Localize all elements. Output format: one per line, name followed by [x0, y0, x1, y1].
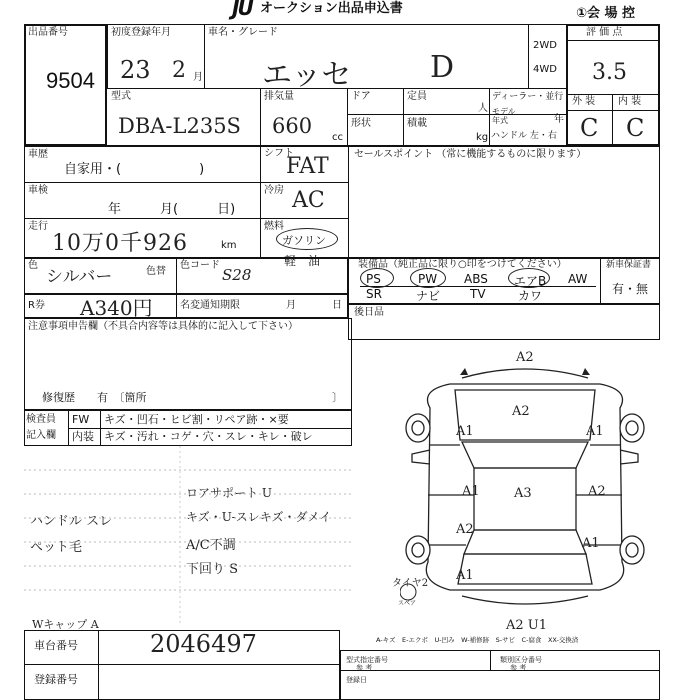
- note-handle: ハンドル スレ: [30, 514, 113, 529]
- chassis-number: 2046497: [150, 630, 257, 658]
- year-unit: 年: [554, 114, 564, 125]
- lot-number: 9504: [46, 68, 95, 93]
- color-value: シルバー: [46, 267, 113, 287]
- notes-label: 注意事項申告欄（不具合内容等は具体的に記入して下さい）: [28, 321, 298, 332]
- model-label: 型式: [111, 91, 131, 102]
- lot-number-label: 出品番号: [28, 27, 68, 38]
- score-label: 評 価 点: [586, 27, 623, 38]
- note-pet-hair: ペット毛: [30, 540, 83, 555]
- equip-ps-circle: [360, 268, 394, 288]
- fuel-gasoline: ガソリン: [282, 234, 326, 247]
- note-scratches: キズ・U-スレキズ・ダメイ: [186, 510, 332, 524]
- note-wheel-cap: Wキャップ A: [32, 618, 99, 631]
- recycle-value: A340円: [80, 296, 153, 320]
- damage-legend: A-キズ E-エクボ U-凹み W-補修跡 S-サビ C-腐食 XX-交換済: [376, 636, 579, 644]
- repair-history-label: 修復歴 有 〔箇所: [42, 391, 147, 404]
- inspector-int-legend: キズ・汚れ・コゲ・穴・スレ・キレ・破レ: [104, 430, 313, 443]
- fuel-gasoline-circle: [276, 228, 338, 250]
- drive-2wd: 2WD: [533, 40, 557, 51]
- score: 3.5: [592, 60, 627, 85]
- inspector-ext-legend: キズ・凹石・ヒビ割・リペア跡・×要: [104, 413, 289, 426]
- recycle-label: R券: [28, 300, 45, 311]
- inspector-label-1: 検査員: [26, 414, 56, 425]
- door-label: ドア: [351, 91, 371, 102]
- equip-sr: SR: [366, 287, 382, 301]
- usage-label: 車歴: [28, 149, 48, 160]
- mark-roof: A3: [514, 486, 532, 501]
- month-unit: 月: [193, 72, 203, 83]
- note-lower-support: ロアサポート U: [186, 486, 272, 500]
- first-registration-label: 初度登録年月: [111, 27, 171, 38]
- category-ref: 参 考: [510, 664, 527, 672]
- shift-label: シフト: [264, 148, 294, 159]
- load-unit: kg: [476, 132, 489, 143]
- note-ac: A/C不調: [186, 538, 236, 553]
- fuel-label: 燃料: [264, 221, 284, 232]
- equip-aw: AW: [568, 272, 588, 286]
- venue-copy-label: ①会 場 控: [576, 6, 636, 21]
- color-code: S28: [222, 266, 252, 284]
- model-designation-ref: 参 考: [356, 664, 373, 672]
- delivery-frame: [348, 304, 660, 340]
- warranty-label: 新車保証書: [606, 260, 652, 270]
- note-underbody: 下回り S: [186, 562, 239, 577]
- car-grade: D: [430, 50, 455, 85]
- capacity-label: 定員: [407, 91, 427, 102]
- inspection-label: 車検: [28, 185, 48, 196]
- sales-point-label: セールスポイント （常に機能するものに限ります）: [354, 149, 587, 160]
- inspector-label-2: 記入欄: [26, 430, 56, 441]
- color-label: 色: [28, 260, 38, 271]
- handle-label: ハンドル 左・右: [491, 131, 557, 141]
- color-change-label: 色替: [146, 266, 166, 277]
- ac-label: 冷房: [264, 185, 284, 196]
- logo: JU: [232, 0, 252, 20]
- equip-abs: ABS: [464, 272, 488, 286]
- registration-date-label: 登録日: [346, 676, 367, 684]
- equip-pw: PW: [418, 272, 438, 286]
- interior-grade: C: [626, 114, 645, 142]
- mark-top: A2: [516, 350, 534, 365]
- exterior-grade: C: [580, 114, 599, 142]
- cc-unit: cc: [332, 132, 343, 143]
- displacement-label: 排気量: [264, 91, 294, 102]
- equip-airbag: エアB: [514, 274, 547, 288]
- mileage-unit: km: [221, 240, 237, 251]
- usage-value: 自家用・( ): [64, 162, 205, 177]
- equip-airbag-circle: [508, 268, 550, 288]
- mark-right-rear: A1: [582, 536, 600, 551]
- category-label: 類別区分番号: [500, 656, 542, 664]
- mileage-value: 10万0千926: [52, 231, 188, 256]
- name-change-day: 日: [332, 300, 342, 311]
- car-name-label: 車名・グレード: [208, 27, 278, 38]
- mark-left-front-door: A1: [462, 484, 480, 499]
- form-title: オークション出品申込書: [260, 1, 403, 16]
- mileage-label: 走行: [28, 221, 48, 232]
- model-year-label: モデル年式: [492, 107, 516, 125]
- dealer-parallel: ディーラー・並行: [492, 92, 564, 102]
- equip-navi: ナビ: [416, 289, 441, 303]
- mark-spare-label: スペア: [398, 600, 417, 607]
- mark-left-front-fender: A1: [456, 424, 474, 439]
- inspection-value: 年 月( 日): [108, 202, 236, 217]
- car-name: エッセ: [262, 58, 352, 93]
- warranty-value: 有・無: [612, 282, 649, 296]
- capacity-unit: 人: [478, 103, 488, 114]
- chassis-label: 車台番号: [34, 639, 78, 652]
- color-code-label: 色コード: [180, 260, 220, 271]
- equipment-label: 装備品（純正品に限り○印をつけてください）: [358, 259, 567, 270]
- repair-history-close: 〕: [332, 391, 343, 404]
- mark-right-front-fender: A1: [586, 424, 604, 439]
- shape-label: 形状: [351, 118, 371, 129]
- interior-label: 内 装: [618, 96, 642, 107]
- delivery-label: 後日品: [354, 307, 384, 318]
- name-change-label: 名変通知期限: [180, 300, 240, 311]
- notes-lines: [24, 446, 352, 626]
- mark-spare: タイヤ2: [392, 578, 429, 589]
- equip-ps: PS: [366, 272, 381, 286]
- drive-4wd: 4WD: [533, 64, 557, 75]
- name-change-month: 月: [286, 300, 296, 311]
- first-registration-year: 23: [120, 56, 151, 84]
- equip-pw-circle: [410, 268, 446, 288]
- inspector-fw: FW: [72, 413, 90, 426]
- equip-tv: TV: [470, 287, 486, 301]
- mark-rear-bumper: A2 U1: [506, 618, 548, 633]
- model-designation-label: 型式指定番号: [346, 656, 388, 664]
- model-code: DBA-L235S: [118, 114, 241, 138]
- inspector-int-label: 内装: [72, 430, 94, 443]
- equip-leather: カワ: [518, 289, 543, 303]
- mark-right-door: A2: [588, 484, 606, 499]
- mark-left-rear: A1: [456, 568, 474, 583]
- first-registration-month: 2: [172, 58, 186, 83]
- mark-hood: A2: [512, 404, 530, 419]
- mark-left-rear-door: A2: [456, 522, 474, 537]
- shift-value: FAT: [286, 154, 329, 179]
- load-label: 積載: [407, 118, 427, 129]
- displacement: 660: [272, 114, 313, 138]
- fuel-diesel: 軽 油: [284, 254, 321, 268]
- exterior-label: 外 装: [572, 96, 596, 107]
- ac-value: AC: [292, 188, 325, 213]
- registration-label: 登録番号: [34, 673, 78, 686]
